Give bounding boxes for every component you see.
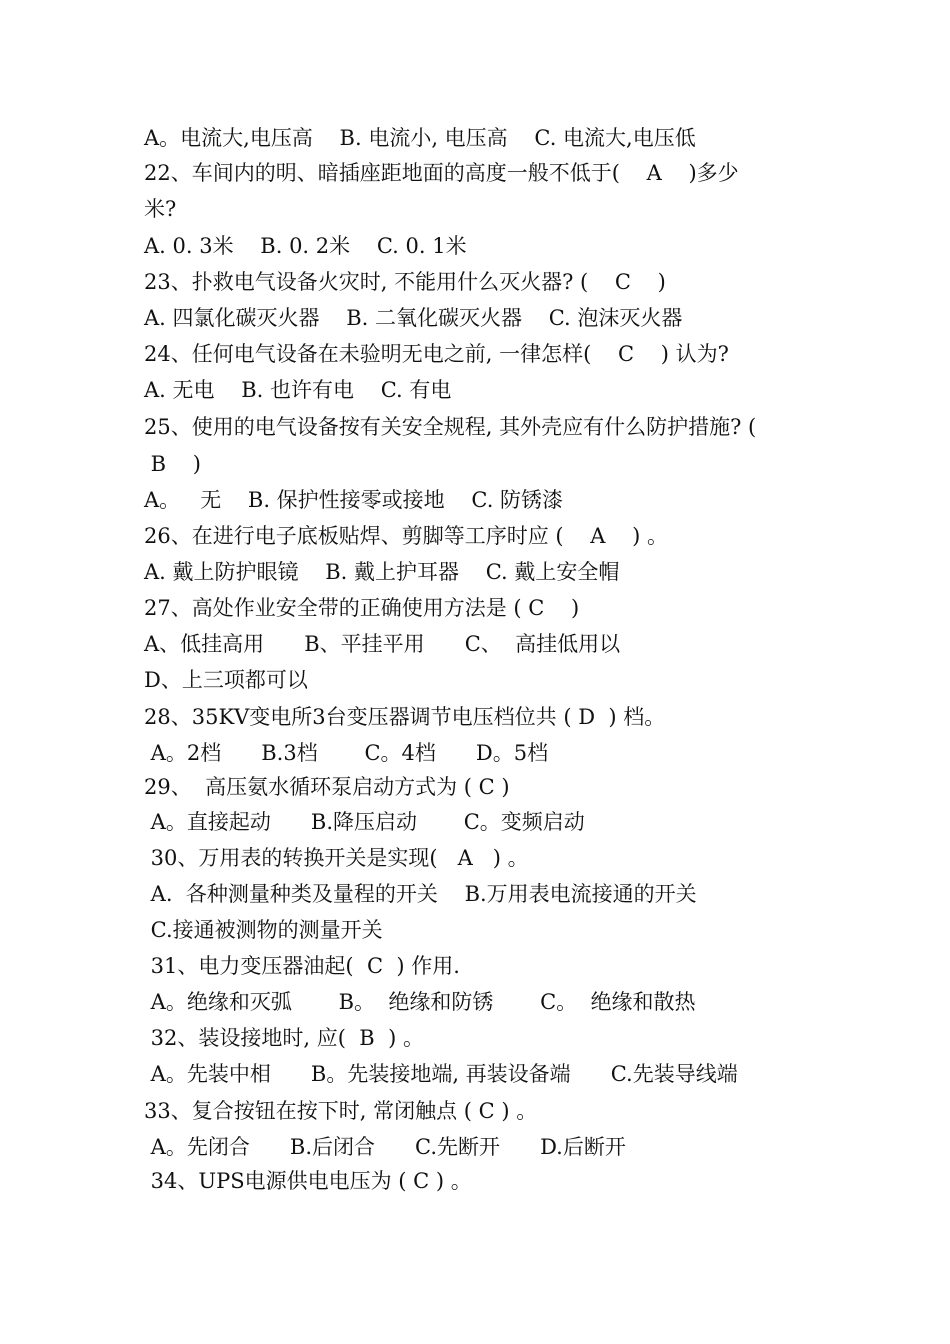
question-33: 33、复合按钮在按下时, 常闭触点 ( C ) 。 [144, 1099, 538, 1123]
question-34: 34、UPS电源供电电压为 ( C ) 。 [144, 1169, 472, 1193]
question-32: 32、装设接地时, 应( B ) 。 [144, 1026, 424, 1050]
option-line-31: A。绝缘和灭弧 B。 绝缘和防锈 C。 绝缘和散热 [144, 990, 696, 1014]
option-line-27: A、低挂高用 B、平挂平用 C、 高挂低用以 [144, 632, 621, 656]
question-31: 31、电力变压器油起( C ) 作用. [144, 954, 460, 978]
option-line-33: A。先闭合 B.后闭合 C.先断开 D.后断开 [144, 1135, 626, 1159]
option-line-23: A. 四氯化碳灭火器 B. 二氧化碳灭火器 C. 泡沫灭火器 [144, 306, 683, 330]
option-line-30: A. 各种测量种类及量程的开关 B.万用表电流接通的开关 [144, 882, 697, 906]
question-22: 22、车间内的明、暗插座距地面的高度一般不低于( A )多少 [144, 161, 739, 185]
question-28: 28、35KV变电所3台变压器调节电压档位共 ( D ) 档。 [144, 705, 666, 729]
question-29: 29、 高压氨水循环泵启动方式为 ( C ) [144, 775, 510, 799]
question-22-continued: 米? [144, 197, 177, 221]
option-line-21: A。电流大,电压高 B. 电流小, 电压高 C. 电流大,电压低 [144, 126, 696, 150]
question-25: 25、使用的电气设备按有关安全规程, 其外壳应有什么防护措施? ( [144, 415, 757, 439]
question-24: 24、任何电气设备在未验明无电之前, 一律怎样( C ) 认为? [144, 342, 729, 366]
question-25-continued: B ) [144, 452, 202, 476]
option-line-25: A。 无 B. 保护性接零或接地 C. 防锈漆 [144, 488, 564, 512]
option-line-26: A. 戴上防护眼镜 B. 戴上护耳器 C. 戴上安全帽 [144, 560, 620, 584]
question-23: 23、扑救电气设备火灾时, 不能用什么灭火器? ( C ) [144, 270, 666, 294]
question-27: 27、高处作业安全带的正确使用方法是 ( C ) [144, 596, 580, 620]
option-line-29: A。直接起动 B.降压启动 C。变频启动 [144, 810, 585, 834]
option-line-28: A。2档 B.3档 C。4档 D。5档 [144, 741, 549, 765]
option-line-27-continued: D、上三项都可以 [144, 668, 308, 692]
option-line-24: A. 无电 B. 也许有电 C. 有电 [144, 378, 452, 402]
option-line-22: A. 0. 3米 B. 0. 2米 C. 0. 1米 [144, 234, 467, 258]
option-line-30-continued: C.接通被测物的测量开关 [144, 918, 383, 942]
question-30: 30、万用表的转换开关是实现( A ) 。 [144, 846, 529, 870]
option-line-32: A。先装中相 B。先装接地端, 再装设备端 C.先装导线端 [144, 1062, 738, 1086]
question-26: 26、在进行电子底板贴焊、剪脚等工序时应 ( A ) 。 [144, 524, 669, 548]
